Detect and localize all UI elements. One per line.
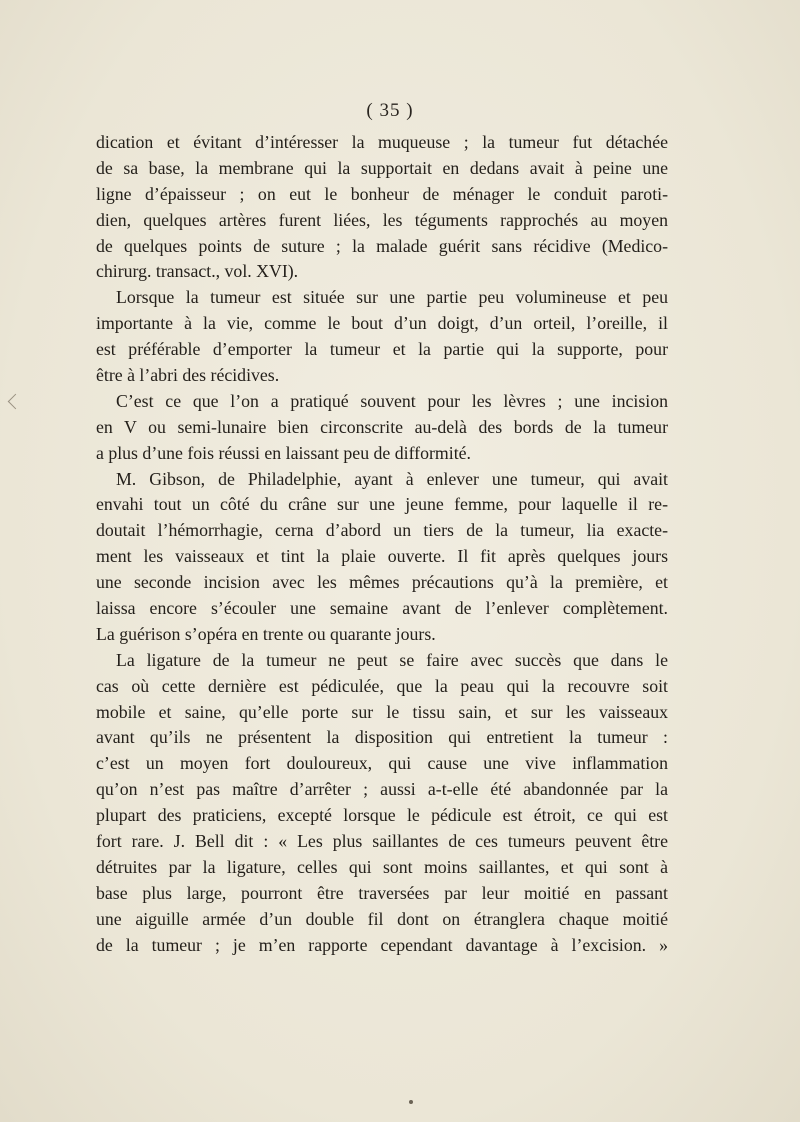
text-line: Lorsque la tumeur est située sur une partie peu volumineuse et peu — [116, 287, 668, 308]
text-line: doutait l’hémorrhagie, cerna d’abord un tiers de la tumeur, lia exacte- — [96, 520, 668, 541]
text-line: envahi tout un côté du crâne sur une jeune femme, pour laquelle il re- — [96, 494, 668, 515]
text-line: ment les vaisseaux et tint la plaie ouverte. Il fit après quelques jours — [96, 546, 668, 567]
text-line: de la tumeur ; je m’en rapporte cependant davantage à l’excision. » — [96, 934, 668, 955]
text-line: C’est ce que l’on a pratiqué souvent pour les lèvres ; une incision — [116, 390, 668, 411]
body-text — [96, 130, 668, 959]
text-line: La guérison s’opéra en trente ou quarante jours. — [96, 623, 436, 644]
text-line: est préférable d’emporter la tumeur et la partie qui la supporte, pour — [96, 339, 668, 360]
text-line: être à l’abri des récidives. — [96, 365, 280, 386]
text-line: c’est un moyen fort douloureux, qui cause une vive inflammation — [96, 753, 668, 774]
text-line: a plus d’une fois réussi en laissant peu de difformité. — [96, 442, 471, 463]
text-line: fort rare. J. Bell dit : « Les plus saillantes de ces tumeurs peuvent être — [96, 831, 668, 852]
text-line: M. Gibson, de Philadelphie, ayant à enlever une tumeur, qui avait — [116, 468, 668, 489]
page-number: ( 35 ) — [366, 100, 414, 121]
text-line: avant qu’ils ne présentent la disposition qui entretient la tumeur : — [96, 727, 668, 748]
text-line: en V ou semi-lunaire bien circonscrite au-delà des bords de la tumeur — [96, 416, 668, 437]
text-line: plupart des praticiens, excepté lorsque le pédicule est étroit, ce qui est — [96, 805, 668, 826]
margin-mark — [8, 394, 24, 410]
text-line: cas où cette dernière est pédiculée, que la peau qui la recouvre soit — [96, 675, 668, 696]
text-line: une aiguille armée d’un double fil dont on étranglera chaque moitié — [96, 908, 668, 929]
text-line: chirurg. transact., vol. XVI). — [96, 261, 299, 282]
text-line: La ligature de la tumeur ne peut se faire avec succès que dans le — [116, 649, 668, 670]
text-line: laissa encore s’écouler une semaine avant de l’enlever complètement. — [96, 598, 668, 619]
text-line: mobile et saine, qu’elle porte sur le tissu sain, et sur les vaisseaux — [96, 701, 668, 722]
text-line: détruites par la ligature, celles qui sont moins saillantes, et qui sont à — [96, 856, 668, 877]
text-line: dien, quelques artères furent liées, les téguments rapprochés au moyen — [96, 209, 668, 230]
text-line: de quelques points de suture ; la malade guérit sans récidive (Medico- — [96, 235, 668, 256]
text-line: dication et évitant d’intéresser la muqueuse ; la tumeur fut détachée — [96, 132, 668, 152]
bottom-dot — [409, 1100, 413, 1104]
text-line: base plus large, pourront être traversées par leur moitié en passant — [96, 882, 668, 903]
text-line: qu’on n’est pas maître d’arrêter ; aussi a-t-elle été abandonnée par la — [96, 779, 668, 800]
text-line: importante à la vie, comme le bout d’un doigt, d’un orteil, l’oreille, il — [96, 313, 668, 334]
text-line: une seconde incision avec les mêmes précautions qu’à la première, et — [96, 572, 668, 593]
text-line: de sa base, la membrane qui la supportait en dedans avait à peine une — [96, 157, 668, 178]
text-line: ligne d’épaisseur ; on eut le bonheur de ménager le conduit paroti- — [96, 183, 668, 204]
